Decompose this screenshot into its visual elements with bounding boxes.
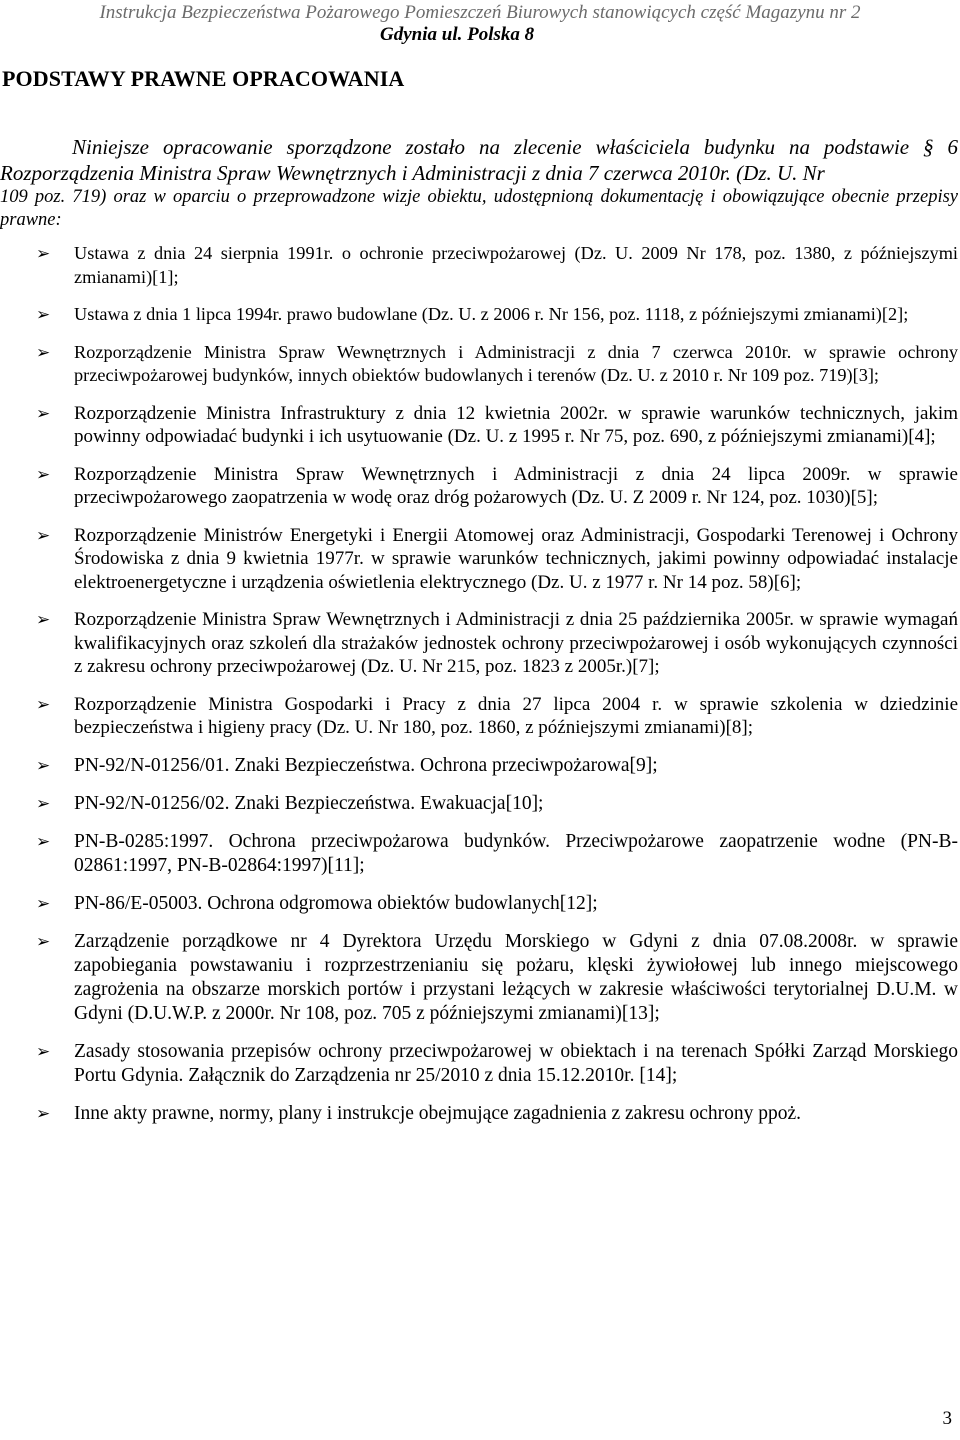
list-item: ➢ PN-92/N-01256/02. Znaki Bezpieczeństwa. Ewakuacja[10];: [36, 792, 544, 814]
list-item: ➢ Zarządzenie porządkowe nr 4 Dyrektora Urzędu Morskiego w Gdyni z dnia 07.08.2008r. w sprawie zapobiegania powstawaniu i rozprzestrzenianiu się pożaru, klęski żywiołowej lub innego miejscowego zagrożenia na obszarze morskich portów i przystani leżących w zakresie właściwości terytorialnej D.U.M. w Gdyni (D.U.W.P. z 2000r. Nr 108, poz. 705 z późniejszymi zmianami)[13];: [36, 930, 958, 1024]
list-item: ➢ Ustawa z dnia 1 lipca 1994r. prawo budowlane (Dz. U. z 2006 r. Nr 156, poz. 1118, z późniejszymi zmianami)[2];: [0, 303, 958, 327]
list-item: ➢ Rozporządzenie Ministra Gospodarki i Pracy z dnia 27 lipca 2004 r. w sprawie szkolenia w dziedzinie bezpieczeństwa i higieny pracy (Dz. U. Nr 180, poz. 1860, z późniejszymi zmianami)[8];: [36, 693, 958, 738]
list-item: ➢ PN-B-0285:1997. Ochrona przeciwpożarowa budynków. Przeciwpożarowe zaopatrzenie wodne (PN-B-02861:1997, PN-B-02864:1997)[11];: [36, 830, 958, 876]
intro-rest: 109 poz. 719) oraz w oparciu o przeprowadzone wizje obiektu, udostępnioną dokumentację i obowiązujące obecnie przepisy prawne:: [0, 187, 958, 230]
list-item: ➢ Rozporządzenie Ministra Infrastruktury z dnia 12 kwietnia 2002r. w sprawie warunków technicznych, jakim powinny odpowiadać budynki i ich usytuowanie (Dz. U. z 1995 r. Nr 75, poz. 690, z późniejszymi zmianami)[4];: [36, 402, 958, 447]
arrow-bullet-icon: ➢: [36, 342, 51, 362]
list-item: ➢ PN-92/N-01256/01. Znaki Bezpieczeństwa. Ochrona przeciwpożarowa[9];: [36, 754, 658, 776]
arrow-bullet-icon: ➢: [36, 755, 51, 775]
document-header-address: Gdynia ul. Polska 8: [380, 24, 535, 45]
document-header-title: Instrukcja Bezpieczeństwa Pożarowego Pomieszczeń Biurowych stanowiących część Magazynu nr 2: [99, 2, 861, 23]
arrow-bullet-icon: ➢: [36, 1041, 51, 1061]
list-item: ➢ Rozporządzenie Ministra Spraw Wewnętrznych i Administracji z dnia 7 czerwca 2010r. w sprawie ochrony przeciwpożarowej budynków, innych obiektów budowlanych i terenów (Dz. U. z 2010 r. Nr 109 poz. 719)[3];: [36, 341, 958, 385]
arrow-bullet-icon: ➢: [36, 1103, 51, 1123]
arrow-bullet-icon: ➢: [36, 793, 51, 813]
intro-paragraph: [0, 134, 958, 232]
arrow-bullet-icon: ➢: [36, 893, 51, 913]
intro-lead: Niniejsze opracowanie sporządzone zostało na zlecenie właściciela budynku na podstawie § 6 Rozporządzenia Ministra Spraw Wewnętrznych i Administracji z dnia 7 czerwca 2010r. (Dz. U. Nr: [0, 135, 958, 185]
arrow-bullet-icon: ➢: [36, 525, 51, 545]
legal-basis-list: [0, 242, 958, 1126]
arrow-bullet-icon: ➢: [36, 610, 51, 629]
list-item: ➢ Rozporządzenie Ministra Spraw Wewnętrznych i Administracji z dnia 24 lipca 2009r. w sprawie przeciwpożarowego zaopatrzenia w wodę oraz dróg pożarowych (Dz. U. Z 2009 r. Nr 124, poz. 1030)[5];: [36, 463, 958, 508]
section-title: PODSTAWY PRAWNE OPRACOWANIA: [2, 66, 405, 91]
page-number: 3: [942, 1408, 952, 1429]
arrow-bullet-icon: ➢: [36, 244, 51, 263]
list-item: ➢ Inne akty prawne, normy, plany i instrukcje obejmujące zagadnienia z zakresu ochrony ppoż.: [36, 1102, 802, 1124]
arrow-bullet-icon: ➢: [36, 305, 51, 324]
list-item: ➢ Rozporządzenie Ministrów Energetyki i Energii Atomowej oraz Administracji, Gospodarki Terenowej i Ochrony Środowiska z dnia 9 kwietnia 1977r. w sprawie warunków technicznych, jakimi powinny odpowiadać instalacje elektroenergetyczne i urządzenia oświetlenia elektrycznego (Dz. U. z 1977 r. Nr 14 poz. 58)[6];: [36, 524, 958, 593]
list-item: ➢ Zasady stosowania przepisów ochrony przeciwpożarowej w obiektach i na terenach Spółki Zarząd Morskiego Portu Gdynia. Załącznik do Zarządzenia nr 25/2010 z dnia 15.12.2010r. [14];: [36, 1040, 958, 1086]
arrow-bullet-icon: ➢: [36, 831, 51, 851]
list-item: ➢ Ustawa z dnia 24 sierpnia 1991r. o ochronie przeciwpożarowej (Dz. U. 2009 Nr 178, poz. 1380, z późniejszymi zmianami)[1];: [36, 243, 958, 287]
arrow-bullet-icon: ➢: [36, 464, 51, 484]
arrow-bullet-icon: ➢: [36, 694, 51, 714]
arrow-bullet-icon: ➢: [36, 403, 51, 423]
arrow-bullet-icon: ➢: [36, 931, 51, 951]
list-item: ➢ PN-86/E-05003. Ochrona odgromowa obiektów budowlanych[12];: [36, 892, 598, 914]
list-item: ➢ Rozporządzenie Ministra Spraw Wewnętrznych i Administracji z dnia 25 października 2005r. w sprawie wymagań kwalifikacyjnych oraz szkoleń dla strażaków jednostek ochrony przeciwpożarowej i osób wykonujących czynności z zakresu ochrony przeciwpożarowej (Dz. U. Nr 215, poz. 1823 z 2005r.)[7];: [36, 609, 958, 677]
